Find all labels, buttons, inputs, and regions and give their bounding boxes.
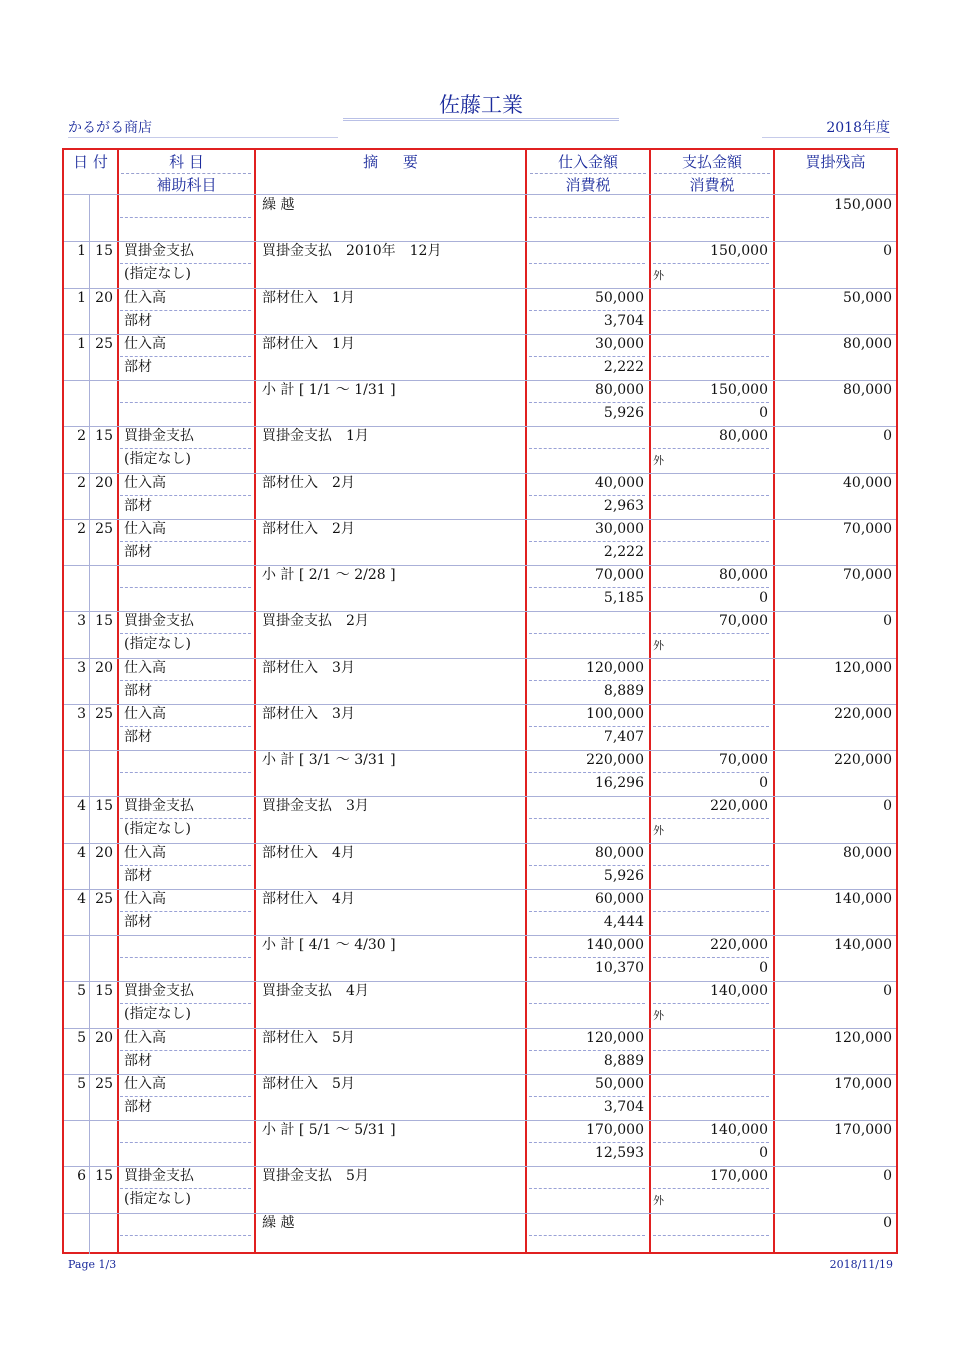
sub-account-name: (指定なし): [124, 1191, 191, 1208]
purchase-tax: 10,370: [595, 960, 644, 976]
row-inner-divider: [529, 310, 645, 311]
payment-amount: 220,000: [710, 798, 768, 815]
purchase-tax: 16,296: [595, 775, 644, 791]
balance-amount: 80,000: [843, 335, 892, 352]
row-inner-divider: [653, 495, 769, 496]
row-inner-divider: [529, 680, 645, 681]
row-inner-divider: [120, 402, 251, 403]
purchase-tax: 8,889: [603, 682, 644, 699]
purchase-amount: 60,000: [595, 890, 644, 907]
row-inner-divider: [653, 587, 769, 588]
date-month: 4: [77, 890, 86, 907]
sub-account-name: 部材: [124, 358, 152, 375]
sub-account-name: 部材: [124, 728, 152, 745]
purchase-tax: 7,407: [603, 728, 644, 745]
account-name: 買掛金支払: [124, 798, 194, 815]
fiscal-year: 2018年度: [762, 119, 890, 138]
summary-text: 繰 越: [262, 1214, 295, 1231]
date-month: 3: [77, 659, 86, 676]
date-month: 1: [77, 335, 86, 352]
payment-tax: 外: [653, 1194, 664, 1208]
row-inner-divider: [120, 541, 251, 542]
purchase-tax: 5,926: [603, 867, 644, 884]
row-inner-divider: [529, 957, 645, 958]
row-inner-divider: [120, 1188, 251, 1189]
date-day: 25: [95, 335, 113, 352]
purchase-amount: 70,000: [595, 567, 644, 583]
purchase-amount: 220,000: [586, 752, 644, 768]
header-separator: [64, 194, 896, 195]
summary-text: 買掛金支払 5月: [262, 1168, 369, 1185]
sub-account-name: (指定なし): [124, 821, 191, 838]
account-name: 仕入高: [124, 1029, 166, 1046]
date-month: 1: [77, 243, 86, 260]
purchase-tax: 2,222: [603, 358, 644, 375]
row-inner-divider: [120, 1050, 251, 1051]
row-inner-divider: [653, 818, 769, 819]
column-divider: [649, 148, 651, 1254]
row-inner-divider: [653, 541, 769, 542]
summary-text: 小 計 [ 4/1 ～ 4/30 ]: [262, 937, 396, 953]
balance-amount: 170,000: [834, 1075, 892, 1092]
header-purchase: 仕入金額: [557, 153, 618, 171]
purchase-amount: 100,000: [586, 705, 644, 722]
date-month: 3: [77, 705, 86, 722]
payment-amount: 70,000: [719, 752, 768, 768]
date-month: 3: [77, 613, 86, 630]
account-name: 仕入高: [124, 474, 166, 491]
summary-text: 買掛金支払 4月: [262, 983, 369, 1000]
page-number: Page 1/3: [68, 1258, 117, 1271]
row-inner-divider: [120, 1142, 251, 1143]
purchase-amount: 80,000: [595, 844, 644, 861]
date-month: 2: [77, 474, 86, 491]
sub-account-name: 部材: [124, 543, 152, 560]
purchase-amount: 30,000: [595, 520, 644, 537]
row-inner-divider: [529, 448, 645, 449]
purchase-tax: 5,926: [603, 405, 644, 421]
summary-text: 部材仕入 1月: [262, 335, 355, 352]
summary-text: 部材仕入 5月: [262, 1075, 355, 1092]
row-inner-divider: [653, 1235, 769, 1236]
header-account: 科 目: [169, 153, 204, 171]
date-month: 6: [77, 1168, 86, 1185]
sub-account-name: 部材: [124, 497, 152, 514]
purchase-tax: 5,185: [603, 590, 644, 606]
row-inner-divider: [529, 633, 645, 634]
summary-text: 買掛金支払 1月: [262, 428, 369, 445]
row-inner-divider: [120, 310, 251, 311]
purchase-tax: 3,704: [603, 1098, 644, 1115]
balance-amount: 70,000: [843, 520, 892, 537]
row-inner-divider: [653, 356, 769, 357]
payment-tax: 外: [653, 824, 664, 838]
purchase-amount: 170,000: [586, 1122, 644, 1138]
summary-text: 繰 越: [262, 197, 295, 213]
payment-tax: 0: [759, 405, 768, 421]
account-name: 仕入高: [124, 890, 166, 907]
balance-amount: 0: [883, 428, 892, 445]
purchase-amount: 140,000: [586, 937, 644, 953]
summary-text: 部材仕入 3月: [262, 659, 355, 676]
summary-text: 部材仕入 4月: [262, 890, 355, 907]
account-name: 仕入高: [124, 844, 166, 861]
summary-text: 買掛金支払 2月: [262, 613, 369, 630]
header-purchase-tax: 消費税: [565, 176, 611, 194]
balance-amount: 50,000: [843, 289, 892, 306]
row-inner-divider: [529, 263, 645, 264]
date-month: 4: [77, 844, 86, 861]
balance-amount: 40,000: [843, 474, 892, 491]
account-name: 買掛金支払: [124, 1168, 194, 1185]
account-name: 仕入高: [124, 705, 166, 722]
purchase-tax: 12,593: [595, 1145, 644, 1161]
payment-tax: 外: [653, 454, 664, 468]
balance-amount: 140,000: [834, 937, 892, 953]
sub-account-name: (指定なし): [124, 451, 191, 468]
purchase-tax: 3,704: [603, 312, 644, 329]
date-month: 5: [77, 1075, 86, 1092]
date-divider: [89, 194, 90, 1254]
date-month: 1: [77, 289, 86, 306]
payment-tax: 外: [653, 1009, 664, 1023]
date-month: 2: [77, 428, 86, 445]
column-divider: [254, 148, 256, 1254]
row-inner-divider: [120, 263, 251, 264]
payment-tax: 外: [653, 269, 664, 283]
row-inner-divider: [120, 217, 251, 218]
payment-tax: 外: [653, 639, 664, 653]
header-sub-account: 補助科目: [156, 176, 217, 194]
row-inner-divider: [120, 356, 251, 357]
payment-tax: 0: [759, 590, 768, 606]
header-divider: [121, 173, 251, 174]
row-inner-divider: [653, 1050, 769, 1051]
purchase-amount: 120,000: [586, 1029, 644, 1046]
date-month: 4: [77, 798, 86, 815]
date-month: 2: [77, 520, 86, 537]
purchase-amount: 80,000: [595, 382, 644, 398]
account-name: 買掛金支払: [124, 983, 194, 1000]
date-day: 15: [95, 243, 113, 260]
account-name: 仕入高: [124, 659, 166, 676]
date-day: 25: [95, 520, 113, 537]
date-day: 25: [95, 705, 113, 722]
header-divider: [654, 173, 770, 174]
row-inner-divider: [653, 957, 769, 958]
date-day: 25: [95, 890, 113, 907]
row-inner-divider: [529, 495, 645, 496]
summary-text: 部材仕入 2月: [262, 474, 355, 491]
row-inner-divider: [120, 726, 251, 727]
row-inner-divider: [529, 541, 645, 542]
balance-amount: 140,000: [834, 890, 892, 907]
row-inner-divider: [529, 1188, 645, 1189]
balance-amount: 0: [883, 983, 892, 1000]
header-date: 日 付: [73, 153, 108, 171]
row-inner-divider: [120, 772, 251, 773]
balance-amount: 150,000: [834, 197, 892, 213]
payment-amount: 150,000: [710, 243, 768, 260]
row-inner-divider: [120, 957, 251, 958]
row-inner-divider: [120, 495, 251, 496]
summary-text: 部材仕入 1月: [262, 289, 355, 306]
summary-text: 買掛金支払 3月: [262, 798, 369, 815]
summary-text: 部材仕入 4月: [262, 844, 355, 861]
date-day: 15: [95, 983, 113, 1000]
balance-amount: 0: [883, 243, 892, 260]
row-inner-divider: [653, 217, 769, 218]
account-name: 買掛金支払: [124, 613, 194, 630]
date-day: 20: [95, 844, 113, 861]
summary-text: 小 計 [ 1/1 ～ 1/31 ]: [262, 382, 396, 398]
row-inner-divider: [653, 263, 769, 264]
balance-amount: 80,000: [843, 382, 892, 398]
purchase-tax: 4,444: [603, 913, 644, 930]
row-inner-divider: [529, 726, 645, 727]
column-divider: [117, 148, 119, 1254]
account-name: 買掛金支払: [124, 243, 194, 260]
row-inner-divider: [120, 1235, 251, 1236]
summary-text: 部材仕入 5月: [262, 1029, 355, 1046]
sub-account-name: 部材: [124, 913, 152, 930]
balance-amount: 70,000: [843, 567, 892, 583]
balance-amount: 220,000: [834, 752, 892, 768]
row-inner-divider: [529, 587, 645, 588]
balance-amount: 220,000: [834, 705, 892, 722]
payment-amount: 170,000: [710, 1168, 768, 1185]
payment-amount: 220,000: [710, 937, 768, 953]
payment-tax: 0: [759, 960, 768, 976]
row-inner-divider: [653, 448, 769, 449]
row-inner-divider: [653, 865, 769, 866]
date-day: 20: [95, 289, 113, 306]
row-inner-divider: [529, 402, 645, 403]
row-inner-divider: [120, 911, 251, 912]
purchase-amount: 40,000: [595, 474, 644, 491]
date-day: 15: [95, 613, 113, 630]
sub-account-name: (指定なし): [124, 636, 191, 653]
account-name: 買掛金支払: [124, 428, 194, 445]
row-inner-divider: [653, 911, 769, 912]
header-payment-tax: 消費税: [689, 176, 735, 194]
row-inner-divider: [653, 1096, 769, 1097]
row-inner-divider: [529, 356, 645, 357]
purchase-amount: 30,000: [595, 335, 644, 352]
row-inner-divider: [653, 1188, 769, 1189]
balance-amount: 0: [883, 798, 892, 815]
summary-text: 小 計 [ 2/1 ～ 2/28 ]: [262, 567, 396, 583]
balance-amount: 0: [883, 1168, 892, 1185]
balance-amount: 0: [883, 1214, 892, 1231]
date-day: 25: [95, 1075, 113, 1092]
row-inner-divider: [120, 865, 251, 866]
sub-account-name: (指定なし): [124, 266, 191, 283]
purchase-amount: 50,000: [595, 1075, 644, 1092]
row-inner-divider: [653, 1003, 769, 1004]
row-inner-divider: [120, 1003, 251, 1004]
balance-amount: 120,000: [834, 1029, 892, 1046]
row-inner-divider: [120, 587, 251, 588]
purchase-tax: 2,963: [603, 497, 644, 514]
summary-text: 小 計 [ 3/1 ～ 3/31 ]: [262, 752, 396, 768]
summary-text: 買掛金支払 2010年 12月: [262, 243, 442, 260]
purchase-amount: 50,000: [595, 289, 644, 306]
date-day: 20: [95, 659, 113, 676]
date-month: 5: [77, 983, 86, 1000]
column-divider: [773, 148, 775, 1254]
row-inner-divider: [529, 1050, 645, 1051]
column-divider: [525, 148, 527, 1254]
balance-amount: 0: [883, 613, 892, 630]
date-day: 15: [95, 798, 113, 815]
balance-amount: 170,000: [834, 1122, 892, 1138]
payment-tax: 0: [759, 1145, 768, 1161]
row-inner-divider: [653, 680, 769, 681]
row-inner-divider: [653, 633, 769, 634]
row-inner-divider: [529, 772, 645, 773]
payment-amount: 80,000: [719, 428, 768, 445]
balance-amount: 120,000: [834, 659, 892, 676]
row-inner-divider: [529, 865, 645, 866]
sub-account-name: (指定なし): [124, 1006, 191, 1023]
account-name: 仕入高: [124, 520, 166, 537]
payment-amount: 80,000: [719, 567, 768, 583]
balance-amount: 80,000: [843, 844, 892, 861]
payment-amount: 70,000: [719, 613, 768, 630]
row-inner-divider: [529, 1096, 645, 1097]
header-balance: 買掛残高: [805, 153, 866, 171]
date-day: 15: [95, 428, 113, 445]
row-inner-divider: [120, 680, 251, 681]
payment-amount: 140,000: [710, 1122, 768, 1138]
payment-tax: 0: [759, 775, 768, 791]
row-inner-divider: [653, 1142, 769, 1143]
row-inner-divider: [529, 818, 645, 819]
header-payment: 支払金額: [681, 153, 742, 171]
row-inner-divider: [653, 772, 769, 773]
summary-text: 小 計 [ 5/1 ～ 5/31 ]: [262, 1122, 396, 1138]
sub-account-name: 部材: [124, 312, 152, 329]
account-name: 仕入高: [124, 335, 166, 352]
row-inner-divider: [529, 911, 645, 912]
purchase-amount: 120,000: [586, 659, 644, 676]
account-name: 仕入高: [124, 289, 166, 306]
sub-account-name: 部材: [124, 1052, 152, 1069]
print-date: 2018/11/19: [829, 1258, 893, 1271]
row-inner-divider: [529, 217, 645, 218]
summary-text: 部材仕入 3月: [262, 705, 355, 722]
row-inner-divider: [120, 1096, 251, 1097]
purchase-tax: 2,222: [603, 543, 644, 560]
summary-text: 部材仕入 2月: [262, 520, 355, 537]
payment-amount: 140,000: [710, 983, 768, 1000]
date-day: 15: [95, 1168, 113, 1185]
row-inner-divider: [120, 448, 251, 449]
sub-account-name: 部材: [124, 1098, 152, 1115]
header-summary: 摘 要: [363, 153, 418, 171]
date-month: 5: [77, 1029, 86, 1046]
purchase-tax: 8,889: [603, 1052, 644, 1069]
sub-account-name: 部材: [124, 682, 152, 699]
account-name: 仕入高: [124, 1075, 166, 1092]
row-inner-divider: [120, 633, 251, 634]
row-inner-divider: [653, 310, 769, 311]
row-inner-divider: [120, 818, 251, 819]
sub-account-name: 部材: [124, 867, 152, 884]
payment-amount: 150,000: [710, 382, 768, 398]
date-day: 20: [95, 1029, 113, 1046]
shop-name: かるがる商店: [68, 119, 338, 138]
date-day: 20: [95, 474, 113, 491]
row-inner-divider: [653, 726, 769, 727]
header-divider: [530, 173, 646, 174]
row-inner-divider: [529, 1142, 645, 1143]
row-inner-divider: [653, 402, 769, 403]
row-inner-divider: [529, 1235, 645, 1236]
row-inner-divider: [529, 1003, 645, 1004]
report-title: 佐藤工業: [343, 92, 619, 121]
